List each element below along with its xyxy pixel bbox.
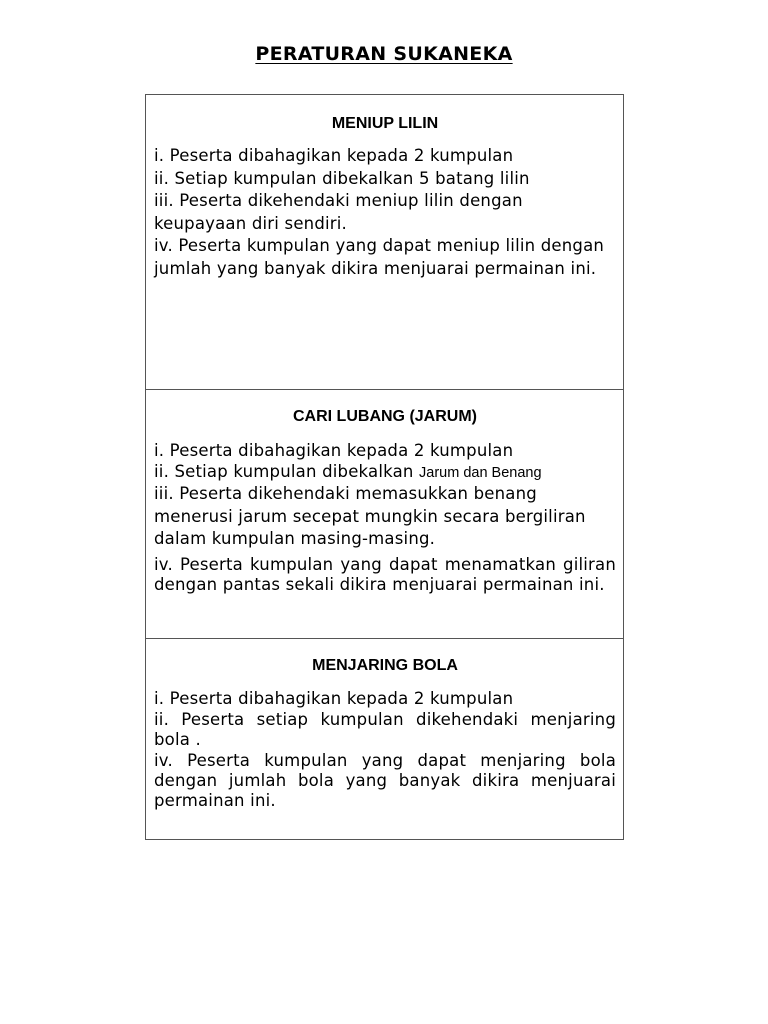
rule-equipment: Jarum dan Benang (419, 465, 542, 481)
rule-item: ii. Peserta setiap kumpulan dikehendaki menjaring bola . (154, 710, 616, 749)
document-title: PERATURAN SUKANEKA (255, 43, 513, 65)
rule-text: ii. Setiap kumpulan dibekalkan (154, 462, 414, 481)
rule-item: i. Peserta dibahagikan kepada 2 kumpulan (154, 689, 514, 708)
rule-item: iii. Peserta dikehendaki meniup lilin dengan keupayaan diri sendiri. (154, 191, 523, 233)
rules-table (145, 94, 624, 840)
section-heading: MENJARING BOLA (312, 657, 458, 674)
section-menjaring-bola (146, 639, 623, 839)
rule-item: iv. Peserta kumpulan yang dapat menjaring bola dengan jumlah bola yang banyak dikira menjuarai permainan ini. (154, 751, 616, 810)
section-heading: CARI LUBANG (JARUM) (293, 408, 477, 425)
rule-item: iii. Peserta dikehendaki memasukkan benang menerusi jarum secepat mungkin secara bergiliran dalam kumpulan masing-masing. (154, 484, 586, 548)
section-meniup-lilin (146, 95, 623, 390)
section-heading: MENIUP LILIN (331, 115, 439, 132)
section-cari-lubang (146, 390, 623, 639)
rule-item: i. Peserta dibahagikan kepada 2 kumpulan (154, 441, 514, 460)
rule-item: i. Peserta dibahagikan kepada 2 kumpulan (154, 146, 514, 165)
rule-item (154, 462, 616, 483)
rule-item: ii. Setiap kumpulan dibekalkan 5 batang lilin (154, 168, 530, 188)
rule-item: iv. Peserta kumpulan yang dapat menamatkan giliran dengan pantas sekali dikira menjuarai permainan ini. (154, 554, 616, 594)
rule-item: iv. Peserta kumpulan yang dapat meniup lilin dengan jumlah yang banyak dikira menjuarai permainan ini. (154, 236, 605, 278)
